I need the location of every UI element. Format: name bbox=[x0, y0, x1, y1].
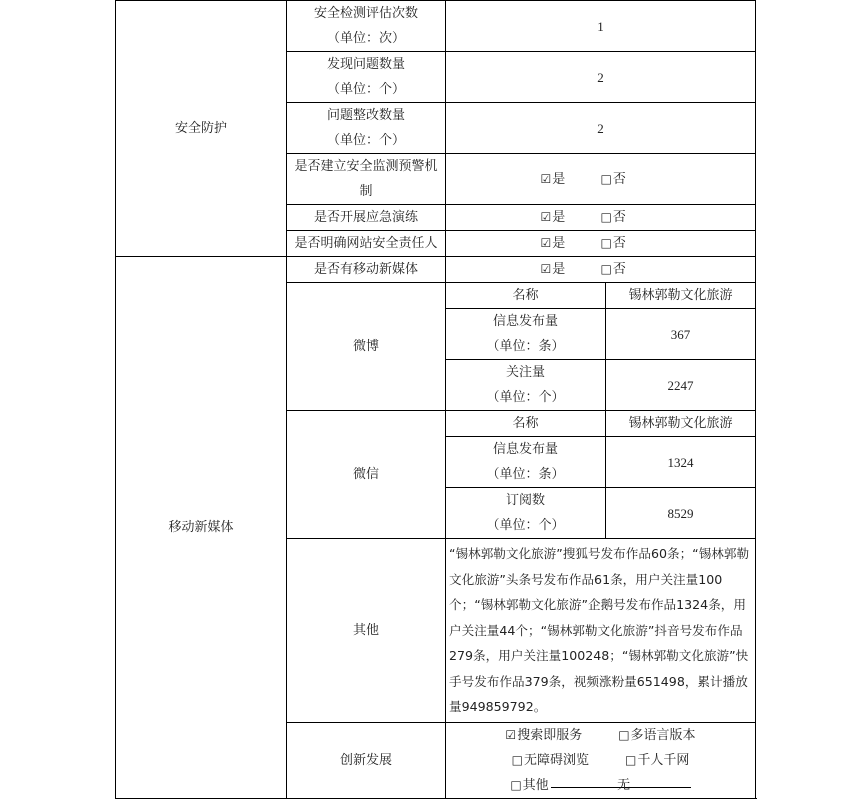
weibo-label: 微博 bbox=[287, 283, 446, 411]
no-option: □否 bbox=[600, 210, 626, 225]
checked-box-icon: ☑ bbox=[505, 727, 517, 742]
option-multilingual: □多语言版本 bbox=[618, 727, 696, 743]
monitoring-mechanism-label: 是否建立安全监测预警机 制 bbox=[287, 154, 446, 205]
weibo-posts-label: 信息发布量 （单位：条） bbox=[446, 309, 606, 360]
other-media-label: 其他 bbox=[287, 539, 446, 723]
issues-fixed-value: 2 bbox=[446, 103, 756, 154]
has-media-label: 是否有移动新媒体 bbox=[287, 257, 446, 283]
no-option: □否 bbox=[600, 236, 626, 251]
empty-box-icon: □ bbox=[600, 210, 612, 224]
empty-box-icon: □ bbox=[600, 171, 612, 186]
has-media-choice bbox=[446, 257, 756, 283]
media-section-label: 移动新媒体 bbox=[116, 257, 287, 799]
no-option: □否 bbox=[600, 171, 626, 187]
wechat-name-label: 名称 bbox=[446, 411, 606, 437]
security-count-value: 1 bbox=[446, 1, 756, 52]
weibo-followers-label: 关注量 （单位：个） bbox=[446, 360, 606, 411]
weibo-followers-value: 2247 bbox=[606, 360, 756, 411]
other-media-text: “锡林郭勒文化旅游”搜狐号发布作品60条；“锡林郭勒文化旅游”头条号发布作品61条，用户关注量100个；“锡林郭勒文化旅游”企鹅号发布作品1324条，用户关注量44个；“锡林郭勒文化旅游”抖音号发布作品279条，用户关注量100248；“锡林郭勒文化旅游”快手号发布作品379条，视频涨粉量651498，累计播放量949859792。 bbox=[446, 539, 756, 723]
empty-box-icon: □ bbox=[510, 777, 522, 792]
monitoring-mechanism-choice bbox=[446, 154, 756, 205]
wechat-account: 锡林郭勒文化旅游 bbox=[606, 411, 756, 437]
option-accessibility: □无障碍浏览 bbox=[511, 752, 589, 768]
innovation-section-label: 创新发展 bbox=[287, 722, 446, 798]
innovation-options bbox=[446, 722, 756, 798]
empty-box-icon: □ bbox=[618, 727, 630, 742]
other-fill-line: 无 bbox=[551, 773, 691, 788]
wechat-label: 微信 bbox=[287, 411, 446, 539]
yes-option: ☑是 bbox=[540, 236, 566, 251]
empty-box-icon: □ bbox=[511, 752, 523, 767]
wechat-posts-label: 信息发布量 （单位：条） bbox=[446, 437, 606, 488]
wechat-subscribers-value: 8529 bbox=[606, 488, 756, 539]
weibo-posts-value: 367 bbox=[606, 309, 756, 360]
emergency-drill-choice bbox=[446, 205, 756, 231]
report-table bbox=[115, 0, 756, 799]
no-option: □否 bbox=[600, 262, 626, 277]
security-section-label: 安全防护 bbox=[116, 1, 287, 257]
checked-box-icon: ☑ bbox=[540, 171, 552, 186]
checked-box-icon: ☑ bbox=[540, 262, 552, 276]
weibo-account: 锡林郭勒文化旅游 bbox=[606, 283, 756, 309]
emergency-drill-label: 是否开展应急演练 bbox=[287, 205, 446, 231]
security-count-label: 安全检测评估次数 （单位：次） bbox=[287, 1, 446, 52]
security-owner-label: 是否明确网站安全责任人 bbox=[287, 231, 446, 257]
weibo-name-label: 名称 bbox=[446, 283, 606, 309]
issues-found-label: 发现问题数量 （单位：个） bbox=[287, 52, 446, 103]
empty-box-icon: □ bbox=[600, 236, 612, 250]
option-other: □其他 无 bbox=[448, 773, 753, 798]
empty-box-icon: □ bbox=[600, 262, 612, 276]
issues-fixed-label: 问题整改数量 （单位：个） bbox=[287, 103, 446, 154]
wechat-subscribers-label: 订阅数 （单位：个） bbox=[446, 488, 606, 539]
yes-option: ☑是 bbox=[540, 210, 566, 225]
empty-box-icon: □ bbox=[625, 752, 637, 767]
wechat-posts-value: 1324 bbox=[606, 437, 756, 488]
checked-box-icon: ☑ bbox=[540, 210, 552, 224]
yes-option: ☑是 bbox=[540, 171, 566, 187]
yes-option: ☑是 bbox=[540, 262, 566, 277]
option-personalized: □千人千网 bbox=[625, 752, 690, 768]
issues-found-value: 2 bbox=[446, 52, 756, 103]
security-owner-choice bbox=[446, 231, 756, 257]
option-search-service: ☑搜索即服务 bbox=[505, 727, 583, 743]
checked-box-icon: ☑ bbox=[540, 236, 552, 250]
